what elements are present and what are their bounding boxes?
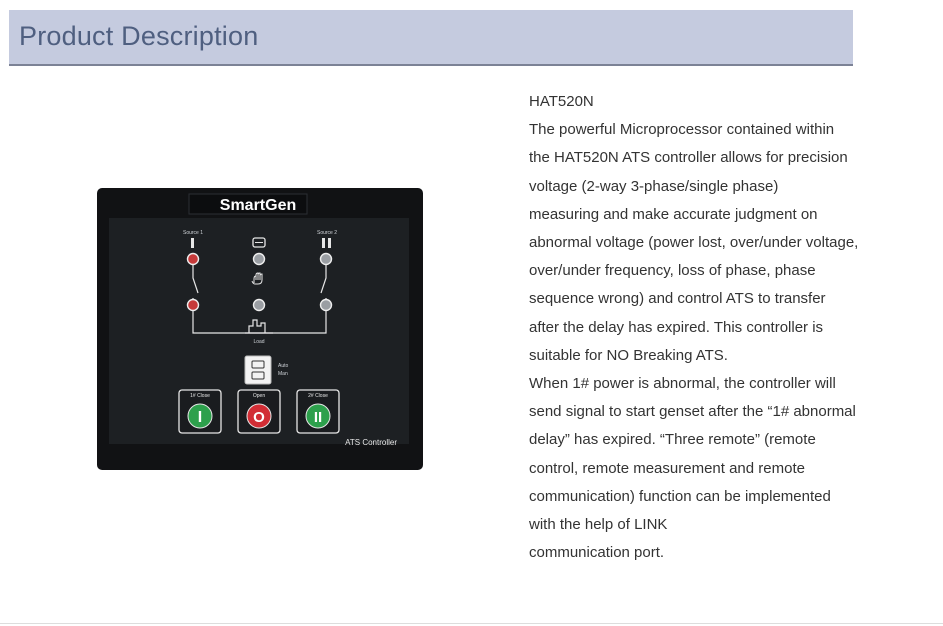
center-lower-led — [254, 300, 265, 311]
source1-label: Source 1 — [182, 230, 204, 236]
divider — [0, 623, 943, 624]
source2-lower-led — [321, 300, 332, 311]
product-description — [529, 88, 859, 567]
source1-lower-led — [188, 300, 199, 311]
source2-label: Source 2 — [316, 230, 338, 236]
open-glyph: O — [253, 409, 265, 426]
description-line: HAT520N — [529, 93, 594, 110]
description-line: When 1# power is abnormal, the controller will send signal to start genset after the “1# abnormal delay” has expired. “Three remote” (remote control, remote measurement and remote communication) function can be implemented with the help of LINK — [529, 375, 856, 534]
auto-man-button — [245, 356, 271, 384]
center-upper-led — [254, 254, 265, 265]
ats-controller-label: ATS Controller — [345, 438, 397, 447]
description-line: communication port. — [529, 544, 665, 562]
man-label: Man — [278, 371, 288, 377]
source1-upper-led — [188, 254, 199, 265]
close2-caption: 2# Close — [308, 393, 328, 399]
auto-label: Auto — [278, 363, 289, 369]
close2-glyph: II — [313, 409, 323, 426]
load-label: Load — [253, 339, 265, 345]
close1-glyph: I — [197, 409, 203, 426]
open-caption: Open — [252, 393, 266, 399]
source2-symbol-icon — [322, 238, 325, 248]
close1-caption: 1# Close — [190, 393, 210, 399]
description-line: The powerful Microprocessor contained within the HAT520N ATS controller allows for precision voltage (2-way 3-phase/single phase) — [529, 121, 848, 195]
source2-upper-led — [321, 254, 332, 265]
section-header — [9, 10, 853, 66]
brand-logo: SmartGen — [219, 197, 297, 214]
source1-symbol-icon — [191, 238, 194, 248]
section-title: Product Description — [19, 21, 259, 51]
description-line: measuring and make accurate judgment on abnormal voltage (power lost, over/under voltage, over/under frequency, loss of phase, phase sequence wrong) and control ATS to transfer after the delay has expired. This controller is suitable for NO Breaking ATS. — [529, 205, 859, 364]
product-image — [97, 188, 423, 470]
